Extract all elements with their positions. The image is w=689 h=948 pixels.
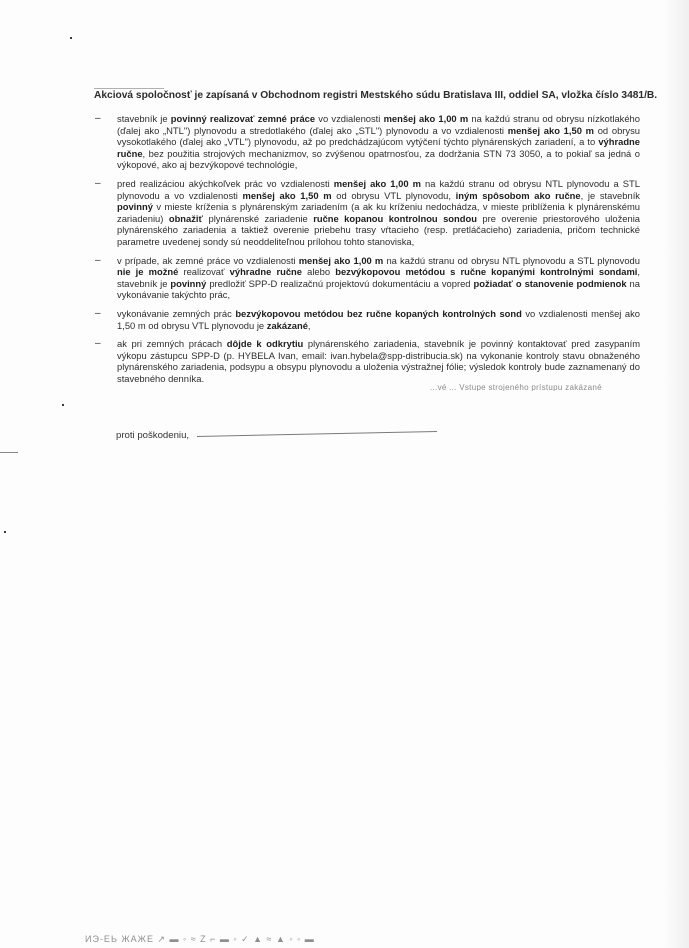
list-dash: – [95,254,101,266]
bold-text: menšej ako 1,50 m [507,124,594,136]
bold-text: bezvýkopovou metódou s ručne kopanými kontrolnými sondami [335,266,638,278]
scan-speck [70,37,72,39]
condition-item [95,255,640,301]
bold-text: požiadať o stanovenie podmienok [473,277,627,289]
text: vo vzdialenosti menšej ako 1,50 m od obrysu VTL plynovodu je [117,307,640,331]
text: v prípade, ak zemné práce vo vzdialenosti [117,254,299,266]
bold-text: povinný [117,201,153,213]
bold-text: iným spôsobom ako ručne [455,189,581,201]
text: od obrysu vysokotlakého (ďalej ako „VTL") plynovodu, až po predchádzajúcom vytýčení týchto plynárenských zariadení, a to [117,124,641,148]
condition-item [95,113,640,171]
text: , bez použitia strojových mechanizmov, so zvýšenou opatrnosťou, za dodržania STN 73 3050, a to pokiaľ sa jedná o výkopové, ako aj bezvýkopové technológie, [117,147,640,171]
bold-text: obnažiť [168,212,204,224]
bold-text: povinný realizovať zemné práce [170,113,316,124]
text: realizovať [178,266,230,278]
bold-text: povinný [170,277,207,289]
condition-item [95,308,640,331]
text: ak pri zemných prácach [117,338,227,350]
scan-speck [62,404,64,406]
text: alebo [302,266,336,278]
bottom-scan-artifacts: ИЭ-ЕЬ ЖАЖЕ ↗ ▬ ◦ ≈ Ζ ⌐ ▬ ◦ ✓ ▲ ≈ ▲ ◦ ◦ ▬ [85,934,315,944]
conditions-list [95,113,640,391]
bold-text: menšej ako 1,00 m [298,254,384,266]
bold-text: dôjde k odkrytiu [226,338,304,350]
text: na každú stranu od obrysu nízkotlakého (ďalej ako „NTL") plynovodu a stredotlakého (ďalej ako „STL") plynovodu a vo vzdialenosti [117,113,640,136]
text: v mieste kríženia s plynárenským zariadením (a ak ku kríženiu nedochádza, v mieste priblíženia k plynárenskému zariadeniu) [117,201,640,224]
bold-text: menšej ako 1,00 m [333,177,421,189]
text: na každú stranu od obrysu NTL plynovodu a STL plynovodu [383,254,640,266]
bold-text: nie je možné [117,266,179,278]
list-dash: – [95,177,101,189]
registration-header: Akciová spoločnosť je zapísaná v Obchodnom registri Mestského súdu Bratislava III, oddiel SA, vložka číslo 3481/B. [94,90,658,101]
condition-item [95,178,640,248]
text: plynárenské zariadenie [203,212,314,224]
bold-text: ručne kopanou kontrolnou sondou [313,212,477,224]
scan-speck [4,531,6,533]
bold-text: zakázané [266,319,308,331]
text: predložiť SPP-D realizačnú projektovú dokumentáciu a vopred [206,277,474,289]
scan-edge-shadow [663,0,689,948]
bold-text: výhradne ručne [229,266,302,278]
text: pred realizáciou akýchkoľvek prác vo vzdialenosti [117,177,334,189]
scan-dash [0,452,18,453]
list-dash: – [95,307,101,319]
text: plynárenského zariadenia, stavebník je povinný kontaktovať pred zasypaním výkopu zástupcu SPP-D (p. HYBELA Ivan, email: ivan.hybela@spp-distribucia.sk) na vykonanie kontroly stavu obnaženého plynárenského zariadenia, podsypu a obsypu plynovodu a uloženia výstražnej fólie; výsledok kontroly bude zaznamenaný do stavebného denníka. [117,338,640,384]
damage-protection-text: proti poškodeniu, [116,430,190,441]
bold-text: výhradne ručne [117,136,640,159]
text: na každú stranu od obrysu NTL plynovodu a STL plynovodu a vo vzdialenosti [117,177,640,201]
signature-line [197,431,437,437]
text: vykonávanie zemných prác [117,307,236,319]
bold-text: bezvýkopovou metódou bez ručne kopaných kontrolných sond [235,307,522,319]
condition-item [95,338,640,384]
bold-text: menšej ako 1,50 m [242,189,332,201]
list-dash: – [95,338,101,350]
text: na vykonávanie takýchto prác, [117,277,640,301]
text: od obrysu VTL plynovodu, [331,189,456,201]
text: stavebník je [117,113,171,124]
text: vo vzdialenosti [315,113,384,124]
text: , stavebník je [117,266,641,289]
header-rule [94,88,164,89]
cut-off-text-line: ...vé ... Vstupe strojeného prístupu zakázané [430,383,602,391]
list-dash: – [95,113,101,124]
bold-text: menšej ako 1,00 m [383,113,469,124]
text: pre overenie priestorového uloženia plynárenského zariadenia a taktiež overenie priebehu trasy vŕtacieho (resp. pretláčacieho) zariadenia, pričom technické parametre uvedenej sondy sú neoddeliteľnou prílohou tohto stanoviska, [117,212,640,247]
text: , je stavebník [580,189,640,201]
text: , [307,319,311,331]
